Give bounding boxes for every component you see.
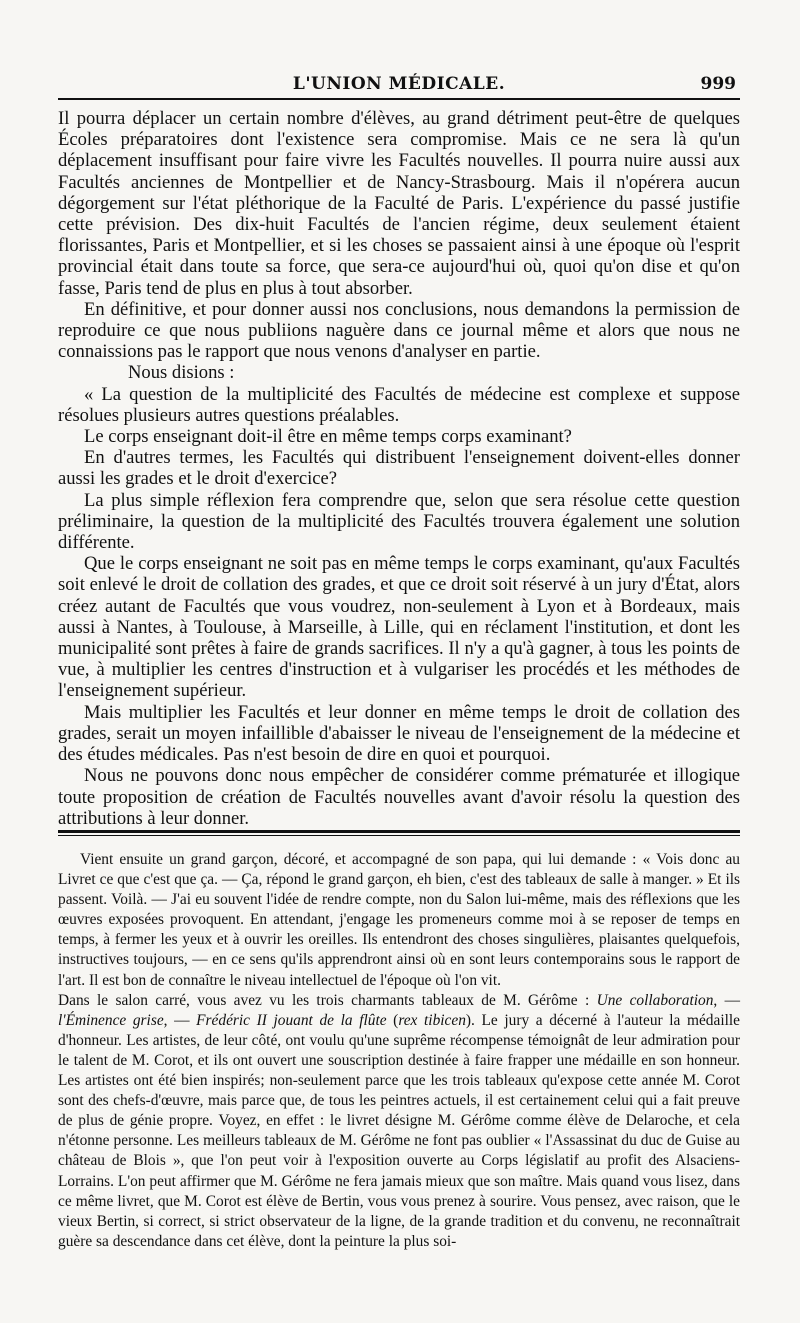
feuilleton-paragraph: [58, 991, 740, 1252]
text-run: ). Le jury a décerné à l'auteur la médaille d'honneur. Les artistes, de leur côté, ont voulu qu'une suprême récompense témoignât de leur admiration pour le talent de M. Corot, et ils ont ouvert une souscription destinée à faire frapper une médaille en son honneur. Les artistes ont été bien inspirés; non-seulement parce que les trois tableaux qu'expose cette année M. Corot sont des chefs-d'œuvre, mais parce que, de tous les peintres actuels, il est certainement celui qui a fait preuve de plus de génie propre. Voyez, en effet : le livret désigne M. Gérôme comme élève de Delaroche, et cela n'étonne personne. Les meilleurs tableaux de M. Gérôme ne font pas oublier « l'Assassinat du duc de Guise au château de Blois », que l'on peut voir à l'exposition ouverte au Corps législatif au profit des Alsaciens-Lorrains. L'on peut affirmer que M. Gérôme ne fera jamais mieux que son maître. Mais quand vous lisez, dans ce même livret, que M. Corot est élève de Bertin, vous vous prenez à sourire. Vous pensez, avec raison, que le vieux Bertin, si correct, si strict observateur de la ligne, de la grande tradition et du convenu, ne reconnaîtrait guère sa descendance dans cet élève, dont la peinture la plus soi-: [58, 1011, 740, 1250]
running-head: [58, 72, 740, 98]
text-run: , —: [713, 991, 740, 1009]
paragraph: Nous disions :: [128, 362, 235, 384]
paragraph: En d'autres termes, les Facultés qui distribuent l'enseignement doivent-elles donner aussi les grades et le droit d'exercice?: [58, 447, 740, 490]
artwork-title: Frédéric II jouant de la flûte: [196, 1011, 387, 1029]
page-number: 999: [700, 74, 736, 94]
paragraph: Nous ne pouvons donc nous empêcher de considérer comme prématurée et illogique toute proposition de création de Facultés nouvelles avant d'avoir résolu la question des attributions à leur donner.: [58, 765, 740, 829]
paragraph: Le corps enseignant doit-il être en même temps corps examinant?: [84, 426, 572, 448]
paragraph: « La question de la multiplicité des Facultés de médecine est complexe et suppose résolues plusieurs autres questions préalables.: [58, 383, 740, 426]
paragraph: Il pourra déplacer un certain nombre d'élèves, au grand détriment peut-être de quelques Écoles préparatoires dont l'existence sera compromise. Mais ce ne sera là qu'un déplacement insuffisant pour faire vivre les Facultés nouvelles. Il pourra nuire aussi aux Facultés anciennes de Montpellier et de Nancy-Strasbourg. Mais il n'opérera aucun dégorgement sur l'état pléthorique de la Faculté de Paris. L'expérience du passé justifie cette prévision. Des dix-huit Facultés de l'ancien régime, deux seulement étaient florissantes, Paris et Montpellier, et si les choses se passaient ainsi à une époque où l'esprit provincial était dans toute sa force, que sera-ce aujourd'hui où, quoi qu'on dise et qu'on fasse, Paris tend de plus en plus à tout absorber.: [58, 108, 740, 299]
text-run: , —: [163, 1011, 197, 1029]
feuilleton-separator: [58, 830, 740, 836]
paragraph: Que le corps enseignant ne soit pas en même temps le corps examinant, qu'aux Facultés soit enlevé le droit de collation des grades, et que ce droit soit réservé à un jury d'État, alors créez autant de Facultés que vous voudrez, non-seulement à Lyon et à Bordeaux, mais aussi à Nantes, à Toulouse, à Marseille, à Lille, qui en réclament l'institution, et dont les municipalité sont prêtes à faire de grands sacrifices. Il n'y a qu'à gagner, à tous les points de vue, à multiplier les centres d'instruction et à vulgariser les procédés et les méthodes de l'enseignement supérieur.: [58, 553, 740, 702]
artwork-title: Une collaboration: [596, 991, 714, 1009]
text-run: Dans le salon carré, vous avez vu les trois charmants tableaux de M. Gérôme :: [58, 991, 597, 1009]
header-rule: [58, 98, 740, 100]
paragraph: La plus simple réflexion fera comprendre que, selon que sera résolue cette question préliminaire, la question de la multiplicité des Facultés trouvera également une solution différente.: [58, 489, 740, 554]
paragraph: Mais multiplier les Facultés et leur donner en même temps le droit de collation des grades, serait un moyen infaillible d'abaisser le niveau de l'enseignement de la médecine et des études médicales. Pas n'est besoin de dire en quoi et pourquoi.: [58, 701, 740, 766]
feuilleton: [58, 850, 740, 1252]
artwork-subtitle: rex tibicen: [398, 1011, 466, 1029]
paragraph: En définitive, et pour donner aussi nos conclusions, nous demandons la permission de reproduire ce que nous publiions naguère dans ce journal même et alors que nous ne connaissions pas le rapport que nous venons d'analyser en partie.: [58, 298, 740, 363]
journal-title: L'UNION MÉDICALE.: [292, 74, 506, 94]
artwork-title: l'Éminence grise: [58, 1011, 164, 1029]
text-run: (: [386, 1011, 399, 1029]
main-article: [58, 108, 740, 829]
feuilleton-paragraph: Vient ensuite un grand garçon, décoré, et accompagné de son papa, qui lui demande : « Vois donc au Livret ce que c'est que ça. — Ça, répond le grand garçon, eh bien, c'est des tableaux de salle à manger. » Et ils passent. Voilà. — J'ai eu souvent l'idée de rendre compte, non du Salon lui-même, mais des réflexions que les œuvres exposées provoquent. En attendant, j'engage les promeneurs comme moi à se reposer de temps en temps, à fermer les yeux et à ouvrir les oreilles. Ils entendront des choses singulières, plaisantes quelquefois, instructives toujours, — en ce sens qu'ils apprendront ainsi où en sont leurs contemporains sous le rapport de l'art. Il est bon de connaître le niveau intellectuel de l'époque où l'on vit.: [58, 851, 740, 989]
